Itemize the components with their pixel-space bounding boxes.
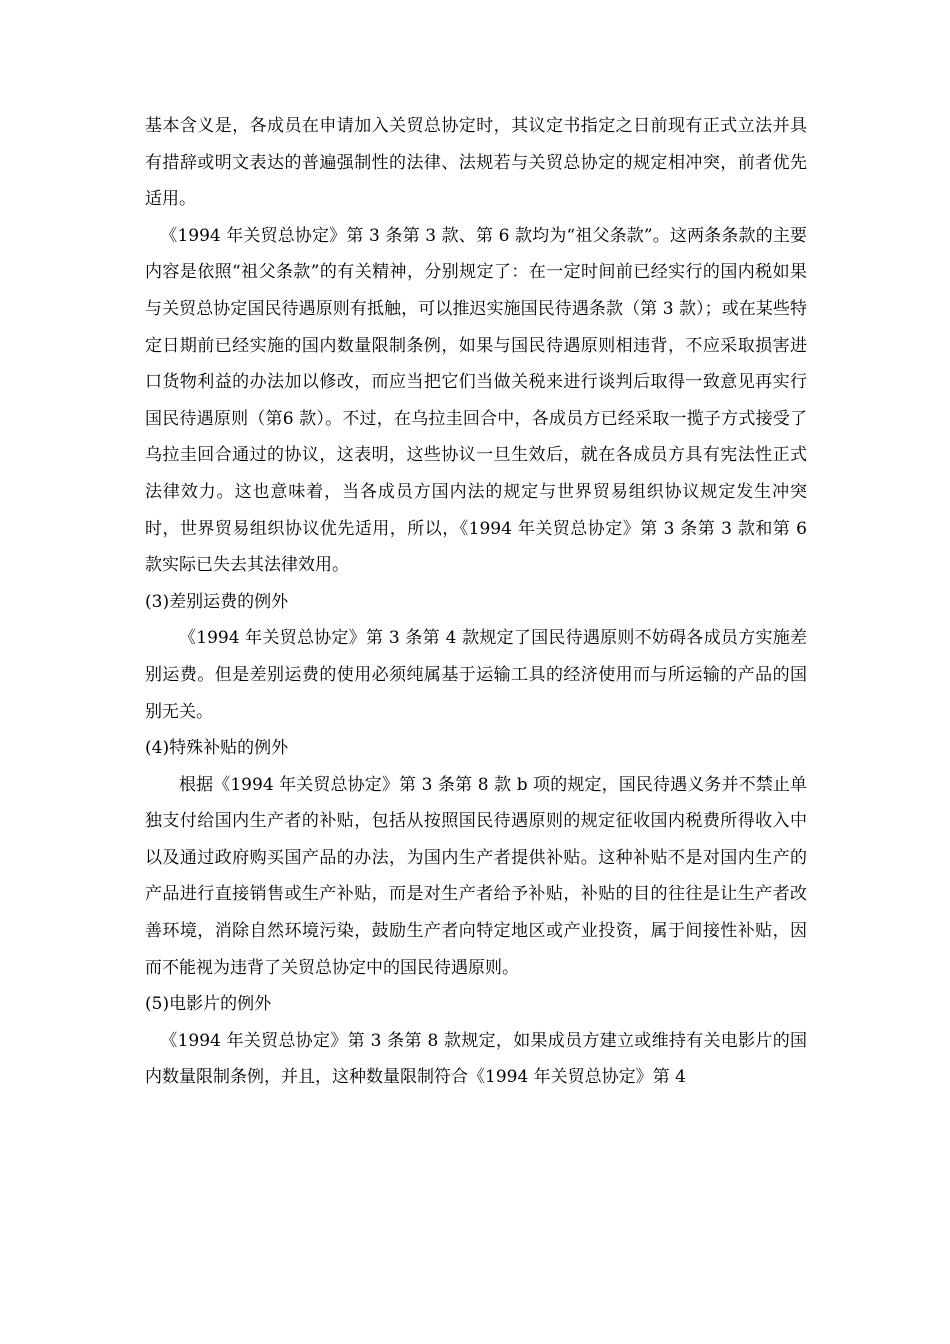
section-heading-film: (5)电影片的例外 bbox=[145, 994, 272, 1015]
paragraph-freight-exception: 《1994 年关贸总协定》第 3 条第 4 款规定了国民待遇原则不妨碍各成员方实施差别运费。但是差别运费的使用必须纯属基于运输工具的经济使用而与所运输的产品的国别无关。 bbox=[145, 628, 807, 722]
section-heading-freight: (3)差别运费的例外 bbox=[145, 591, 289, 612]
paragraph-film-exception: 《1994 年关贸总协定》第 3 条第 8 款规定，如果成员方建立或维持有关电影片的国内数量限制条例，并且，这种数量限制符合《1994 年关贸总协定》第 4 bbox=[145, 1030, 807, 1088]
document-body bbox=[145, 108, 807, 1096]
paragraph-basic-meaning: 基本含义是，各成员在申请加入关贸总协定时，其议定书指定之日前现有正式立法并具有措辞或明文表达的普遍强制性的法律、法规若与关贸总协定的规定相冲突，前者优先适用。 bbox=[145, 116, 807, 210]
paragraph-grandfather-clause: 《1994 年关贸总协定》第 3 条第 3 款、第 6 款均为“祖父条款”。这两条条款的主要内容是依照“祖父条款”的有关精神，分别规定了：在一定时间前已经实行的国内税如果与关贸总协定国民待遇原则有抵触，可以推迟实施国民待遇条款（第 3 款）；或在某些特定日期前已经实施的国内数量限制条例，如果与国民待遇原则相违背，不应采取损害进口货物利益的办法加以修改，而应当把它们当做关税来进行谈判后取得一致意见再实行国民待遇原则（第6 款）。不过，在乌拉圭回合中，各成员方已经采取一揽子方式接受了乌拉圭回合通过的协议，这表明，这些协议一旦生效后，就在各成员方具有宪法性正式法律效力。这也意味着，当各成员方国内法的规定与世界贸易组织协议规定发生冲突时，世界贸易组织协议优先适用，所以，《1994 年关贸总协定》第 3 条第 3 款和第 6 款实际已失去其法律效用。 bbox=[145, 225, 807, 576]
section-heading-subsidy: (4)特殊补贴的例外 bbox=[145, 738, 289, 759]
paragraph-subsidy-exception: 根据《1994 年关贸总协定》第 3 条第 8 款 b 项的规定，国民待遇义务并不禁止单独支付给国内生产者的补贴，包括从按照国民待遇原则的规定征收国内税费所得收入中以及通过政府购买国产品的办法，为国内生产者提供补贴。这种补贴不是对国内生产的产品进行直接销售或生产补贴，而是对生产者给予补贴，补贴的目的往往是让生产者改善环境，消除自然环境污染，鼓励生产者向特定地区或产业投资，属于间接性补贴，因而不能视为违背了关贸总协定中的国民待遇原则。 bbox=[145, 774, 807, 978]
